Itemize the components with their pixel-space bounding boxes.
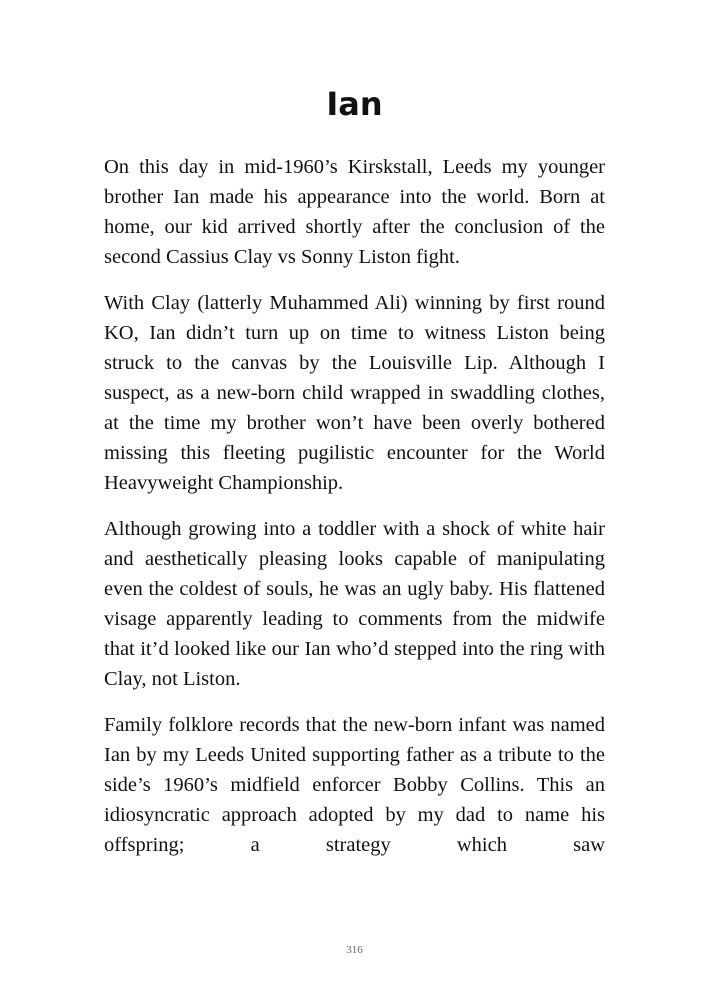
- paragraph-2: With Clay (latterly Muhammed Ali) winning by first round KO, Ian didn’t turn up on time to witness Liston being struck to the canvas by the Louisville Lip. Although I suspect, as a new-born child wrapped in swaddling clothes, at the time my brother won’t have been overly bothered missing this fleeting pugilistic encounter for the World Heavyweight Championship.: [104, 292, 605, 494]
- paragraph-1: On this day in mid-1960’s Kirskstall, Leeds my younger brother Ian made his appearance into the world. Born at home, our kid arrived shortly after the conclusion of the second Cassius Clay vs Sonny Liston fight.: [104, 156, 605, 268]
- paragraph-4: Family folklore records that the new-born infant was named Ian by my Leeds United supporting father as a tribute to the side’s 1960’s midfield enforcer Bobby Collins. This an idiosyncratic approach adopted by my dad to name his offspring; a strategy which saw: [104, 714, 605, 856]
- chapter-body: [104, 152, 605, 860]
- paragraph-3: Although growing into a toddler with a shock of white hair and aesthetically pleasing looks capable of manipulating even the coldest of souls, he was an ugly baby. His flattened visage apparently leading to comments from the midwife that it’d looked like our Ian who’d stepped into the ring with Clay, not Liston.: [104, 518, 605, 690]
- page-number: 316: [346, 944, 363, 956]
- chapter-title: Ian: [326, 85, 383, 123]
